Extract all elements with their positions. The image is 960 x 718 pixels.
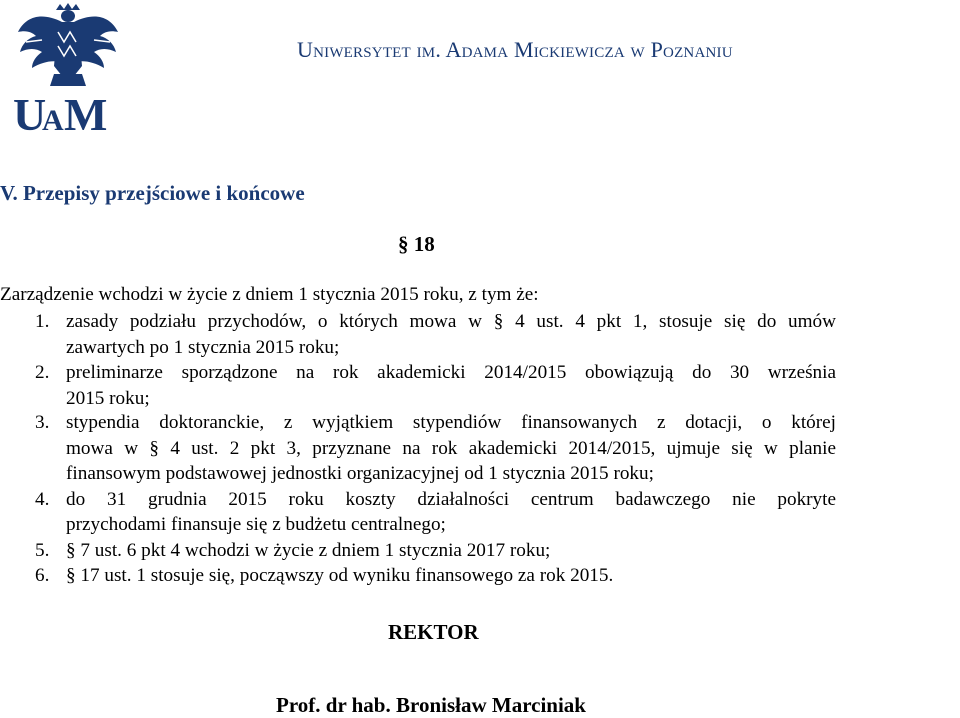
item-line: preliminarze sporządzone na rok akademicki 2014/2015 obowiązują do 30 września <box>66 362 836 383</box>
item-line: do 31 grudnia 2015 roku koszty działalności centrum badawczego nie pokryte <box>66 489 836 510</box>
signature-role: REKTOR <box>388 620 479 644</box>
item-line: zasady podziału przychodów, o których mowa w § 4 ust. 4 pkt 1, stosuje się do umów <box>66 311 836 332</box>
item-number: 1. <box>35 311 50 332</box>
signatory-name: Prof. dr hab. Bronisław Marciniak <box>276 693 586 717</box>
eagle-logo-icon <box>12 2 120 134</box>
intro-text: Zarządzenie wchodzi w życie z dniem 1 stycznia 2015 roku, z tym że: <box>0 284 539 305</box>
svg-text:A: A <box>42 104 64 134</box>
svg-text:M: M <box>64 89 104 134</box>
item-line: przychodami finansuje się z budżetu centralnego; <box>66 514 446 535</box>
item-line: mowa w § 4 ust. 2 pkt 3, przyznane na rok akademicki 2014/2015, ujmuje się w planie <box>66 438 836 459</box>
paragraph-number: § 18 <box>398 232 435 256</box>
item-line: § 17 ust. 1 stosuje się, począwszy od wyniku finansowego za rok 2015. <box>66 565 614 586</box>
item-line: stypendia doktoranckie, z wyjątkiem stypendiów finansowanych z dotacji, o której <box>66 412 836 433</box>
item-number: 2. <box>35 362 50 383</box>
item-line: finansowym podstawowej jednostki organizacyjnej od 1 stycznia 2015 roku; <box>66 463 654 484</box>
item-number: 4. <box>35 489 50 510</box>
uam-logo <box>12 2 120 134</box>
item-number: 6. <box>35 565 50 586</box>
item-line: 2015 roku; <box>66 388 150 409</box>
item-line: zawartych po 1 stycznia 2015 roku; <box>66 337 340 358</box>
university-name: Uniwersytet im. Adama Mickiewicza w Poznaniu <box>297 37 733 62</box>
item-number: 3. <box>35 412 50 433</box>
svg-text:U: U <box>13 89 43 134</box>
section-title: V. Przepisy przejściowe i końcowe <box>0 181 305 205</box>
item-number: 5. <box>35 540 50 561</box>
item-line: § 7 ust. 6 pkt 4 wchodzi w życie z dniem 1 stycznia 2017 roku; <box>66 540 551 561</box>
